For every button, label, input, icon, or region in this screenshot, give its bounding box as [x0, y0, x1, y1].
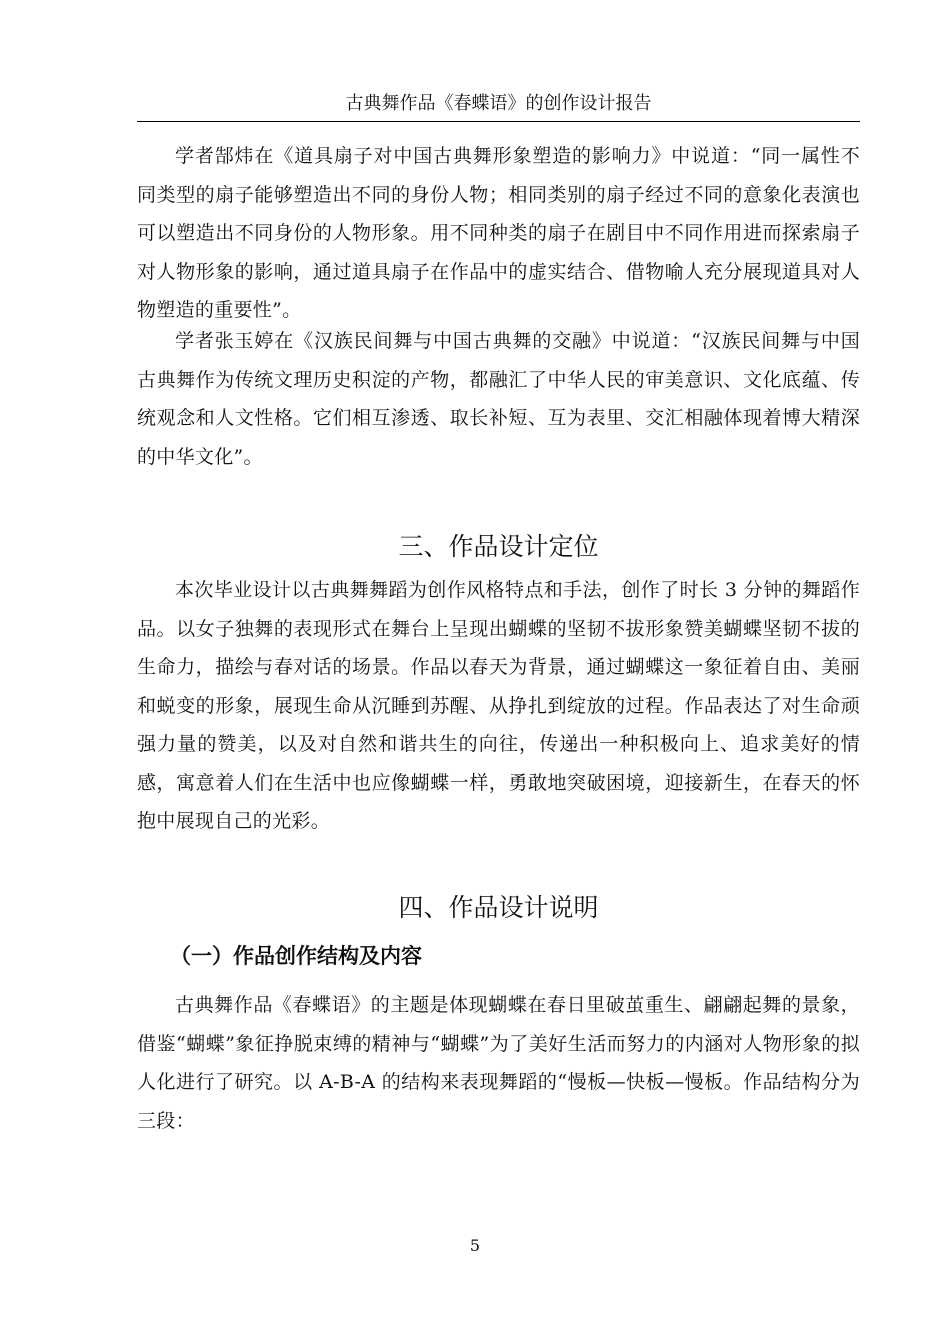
- paragraph-design-positioning: 本次毕业设计以古典舞舞蹈为创作风格特点和手法，创作了时长 3 分钟的舞蹈作品。以女子独舞的表现形式在舞台上呈现出蝴蝶的坚韧不拔形象赞美蝴蝶坚韧不拔的生命力，描绘与春对话的场景。作品以春天为背景，通过蝴蝶这一象征着自由、美丽和蜕变的形象，展现生命从沉睡到苏醒、从挣扎到绽放的过程。作品表达了对生命顽强力量的赞美，以及对自然和谐共生的向往，传递出一种积极向上、追求美好的情感，寓意着人们在生活中也应像蝴蝶一样，勇敢地突破困境，迎接新生，在春天的怀抱中展现自己的光彩。: [137, 579, 860, 832]
- paragraph-block-3: [137, 571, 860, 841]
- section-heading-4: 四、作品设计说明: [398, 893, 599, 922]
- running-header: 古典舞作品《春蝶语》的创作设计报告: [345, 93, 652, 114]
- paragraph-structure-content: 古典舞作品《春蝶语》的主题是体现蝴蝶在春日里破茧重生、翩翩起舞的景象，借鉴“蝴蝶”象征挣脱束缚的精神与“蝴蝶”为了美好生活而努力的内涵对人物形象的拟人化进行了研究。以 A-B-A 的结构来表现舞蹈的“慢板—快板—慢板。作品结构分为三段：: [137, 994, 860, 1132]
- paragraph-block-1: [137, 137, 860, 330]
- header-divider: [137, 121, 860, 122]
- subsection-heading-1: （一）作品创作结构及内容: [170, 944, 422, 968]
- section-heading-3: 三、作品设计定位: [398, 532, 599, 561]
- page-number: 5: [469, 1236, 481, 1255]
- paragraph-gao-wei-quote: 学者郜炜在《道具扇子对中国古典舞形象塑造的影响力》中说道：“同一属性不同类型的扇子能够塑造出不同的身份人物；相同类别的扇子经过不同的意象化表演也可以塑造出不同身份的人物形象。用不同种类的扇子在剧目中不同作用进而探索扇子对人物形象的影响，通过道具扇子在作品中的虚实结合、借物喻人充分展现道具对人物塑造的重要性”。: [137, 145, 860, 321]
- paragraph-block-4: [137, 986, 860, 1140]
- paragraph-zhang-yuting-quote: 学者张玉婷在《汉族民间舞与中国古典舞的交融》中说道：“汉族民间舞与中国古典舞作为传统文理历史积淀的产物，都融汇了中华人民的审美意识、文化底蕴、传统观念和人文性格。它们相互渗透、取长补短、互为表里、交汇相融体现着博大精深的中华文化”。: [137, 330, 860, 468]
- paragraph-block-2: [137, 322, 860, 476]
